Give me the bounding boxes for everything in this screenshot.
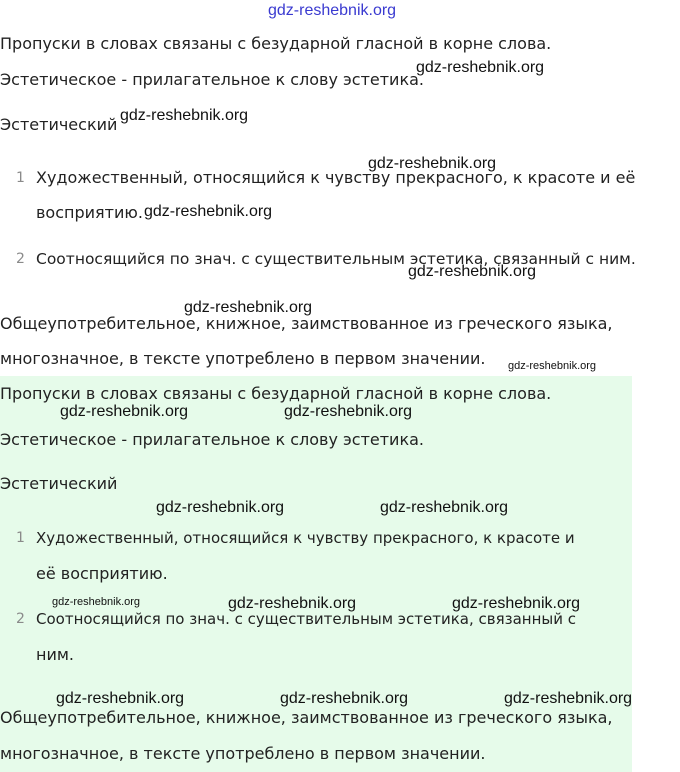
summary-text: Общеупотребительное, книжное, заимствованное из греческого языка,: [0, 708, 613, 727]
list-text: Художественный, относящийся к чувству прекрасного, к красоте и её: [36, 168, 636, 187]
list-text: восприятию.: [36, 203, 143, 222]
headword: Эстетический: [0, 115, 118, 134]
watermark: gdz-reshebnik.org: [284, 403, 413, 420]
list-number: 2: [16, 251, 25, 267]
watermark: gdz-reshebnik.org: [144, 203, 273, 220]
watermark: gdz-reshebnik.org: [508, 360, 597, 372]
summary-text: многозначное, в тексте употреблено в первом значении.: [0, 349, 486, 368]
definition-text: Эстетическое - прилагательное к слову эстетика.: [0, 70, 425, 89]
definition-text: Эстетическое - прилагательное к слову эстетика.: [0, 430, 425, 449]
list-text: Соотносящийся по знач. с существительным эстетика, связанный с: [36, 610, 577, 628]
watermark: gdz-reshebnik.org: [156, 499, 285, 516]
watermark: gdz-reshebnik.org: [60, 403, 189, 420]
summary-text: многозначное, в тексте употреблено в первом значении.: [0, 744, 486, 763]
watermark: gdz-reshebnik.org: [380, 499, 509, 516]
watermark: gdz-reshebnik.org: [452, 595, 581, 612]
intro-text: Пропуски в словах связаны с безударной гласной в корне слова.: [0, 384, 552, 403]
summary-text: Общеупотребительное, книжное, заимствованное из греческого языка,: [0, 314, 613, 333]
watermark: gdz-reshebnik.org: [368, 155, 497, 172]
watermark: gdz-reshebnik.org: [228, 595, 357, 612]
watermark: gdz-reshebnik.org: [280, 690, 409, 707]
watermark: gdz-reshebnik.org: [416, 59, 545, 76]
list-number: 1: [16, 170, 25, 186]
list-text: Соотносящийся по знач. с существительным эстетика, связанный с ним.: [36, 250, 636, 268]
list-text: Художественный, относящийся к чувству прекрасного, к красоте и: [36, 529, 575, 547]
watermark: gdz-reshebnik.org: [184, 299, 313, 316]
watermark: gdz-reshebnik.org: [120, 107, 249, 124]
list-text: ним.: [36, 645, 75, 664]
watermark: gdz-reshebnik.org: [504, 690, 633, 707]
headword: Эстетический: [0, 474, 118, 493]
intro-text: Пропуски в словах связаны с безударной гласной в корне слова.: [0, 34, 552, 53]
watermark: gdz-reshebnik.org: [56, 690, 185, 707]
watermark: gdz-reshebnik.org: [268, 2, 397, 19]
watermark: gdz-reshebnik.org: [408, 263, 537, 280]
list-number: 1: [16, 530, 25, 546]
answer-block-top: [0, 0, 680, 376]
answer-block-bottom: [0, 376, 632, 772]
list-number: 2: [16, 611, 25, 627]
watermark: gdz-reshebnik.org: [52, 596, 141, 608]
list-text: её восприятию.: [36, 564, 168, 583]
